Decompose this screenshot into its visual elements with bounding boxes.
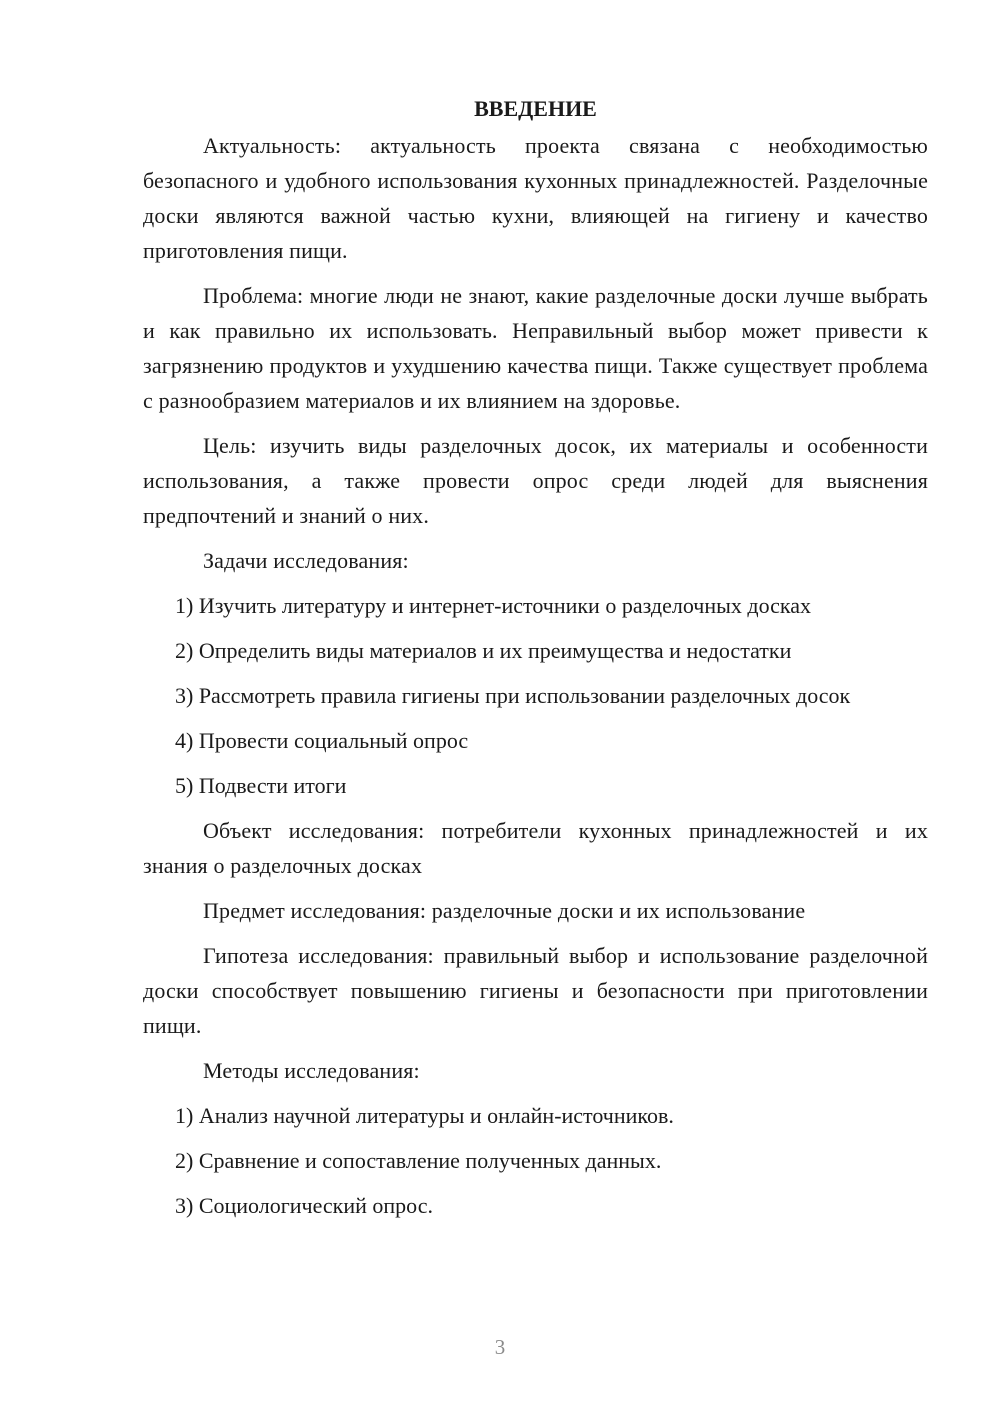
methods-heading: Методы исследования: [203, 1058, 420, 1083]
document-page [143, 92, 928, 1233]
relevance-paragraph: Актуальность: актуальность проекта связана с необходимостью безопасного и удобного использования кухонных принадлежностей. Разделочные доски являются важной частью кухни, влияющей на гигиену и качество приготовления пищи. [143, 133, 928, 263]
object-paragraph: Объект исследования: потребители кухонных принадлежностей и их знания о разделочных досках [143, 818, 928, 878]
task-item-1: 1) Изучить литературу и интернет-источники о разделочных досках [175, 593, 812, 618]
task-item-3: 3) Рассмотреть правила гигиены при использовании разделочных досок [175, 683, 851, 708]
task-item-2: 2) Определить виды материалов и их преимущества и недостатки [175, 638, 792, 663]
method-item-3: 3) Социологический опрос. [175, 1193, 433, 1218]
tasks-heading: Задачи исследования: [203, 548, 409, 573]
problem-paragraph: Проблема: многие люди не знают, какие разделочные доски лучше выбрать и как правильно их использовать. Неправильный выбор может привести к загрязнению продуктов и ухудшению качества пищи. Также существует проблема с разнообразием материалов и их влиянием на здоровье. [143, 283, 928, 413]
subject-paragraph: Предмет исследования: разделочные доски и их использование [203, 898, 806, 923]
goal-paragraph: Цель: изучить виды разделочных досок, их материалы и особенности использования, а также провести опрос среди людей для выяснения предпочтений и знаний о них. [143, 433, 928, 528]
hypothesis-paragraph: Гипотеза исследования: правильный выбор и использование разделочной доски способствует повышению гигиены и безопасности при приготовлении пищи. [143, 943, 928, 1038]
section-title: ВВЕДЕНИЕ [474, 96, 597, 121]
task-item-5: 5) Подвести итоги [175, 773, 347, 798]
method-item-2: 2) Сравнение и сопоставление полученных данных. [175, 1148, 662, 1173]
method-item-1: 1) Анализ научной литературы и онлайн-источников. [175, 1103, 674, 1128]
task-item-4: 4) Провести социальный опрос [175, 728, 469, 753]
page-number: 3 [494, 1335, 506, 1359]
